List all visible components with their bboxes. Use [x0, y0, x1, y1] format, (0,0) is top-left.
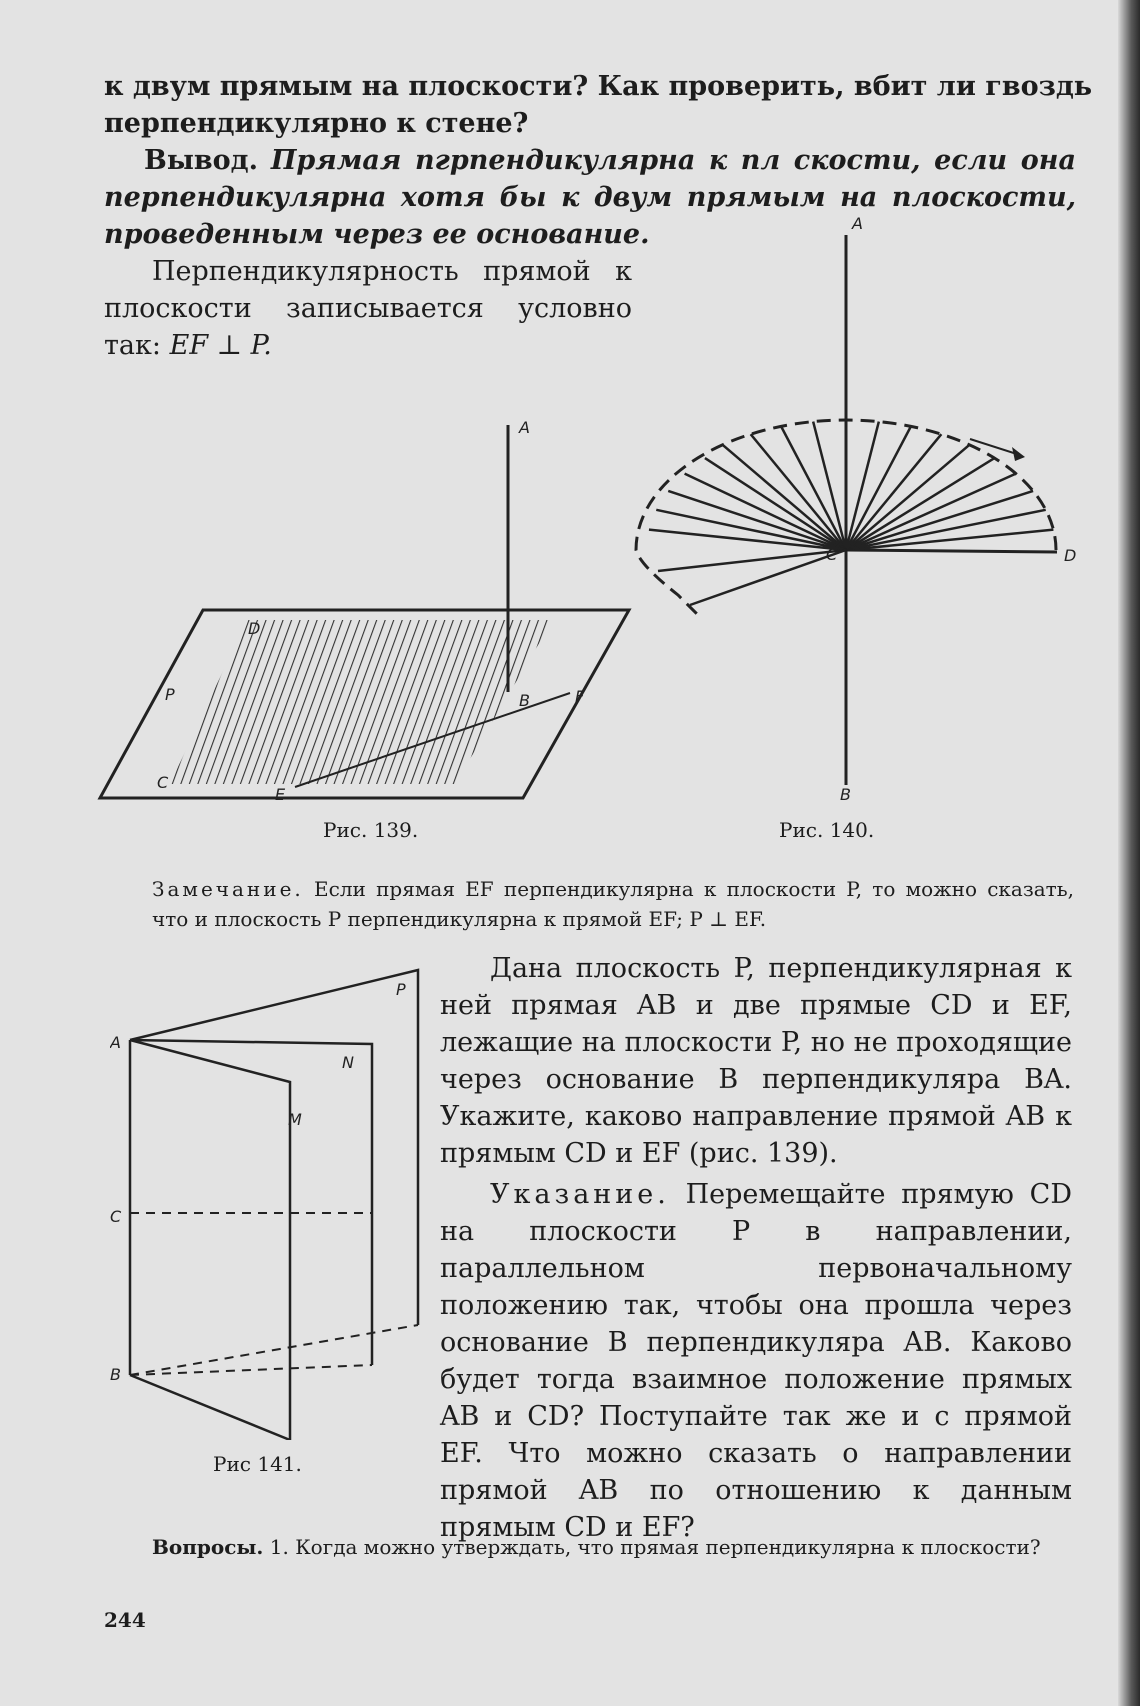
edge-bm: [130, 1375, 290, 1440]
notation-formula: EF ⊥ P.: [169, 330, 272, 361]
edge-bn: [130, 1365, 372, 1375]
label-c: C: [826, 545, 838, 564]
radial-line: [685, 474, 846, 550]
hint-text: Перемещайте прямую CD на плоскости P в направлении, параллельном первоначальному положению так, чтобы она прошла через основание B перпендикуляра AB. Каково будет тогда взаимное положение прямых AB и CD? Поступайте так же и с прямой EF. Что можно сказать о направлении прямой AB по отношению к данным прямым CD и EF?: [440, 1179, 1072, 1543]
radial-line: [723, 445, 846, 550]
plane-p: [130, 970, 418, 1325]
label-a: A: [519, 418, 530, 437]
questions-label: Вопросы.: [152, 1535, 264, 1559]
plane-m: [130, 1040, 290, 1440]
plane-n: [130, 1040, 372, 1365]
label-d: D: [248, 619, 261, 638]
label-a: A: [110, 1033, 121, 1052]
conclusion-label: Вывод.: [144, 145, 259, 176]
label-d: D: [1064, 546, 1077, 565]
label-a: A: [852, 215, 863, 233]
figure-139: [95, 410, 640, 810]
label-b: B: [840, 785, 851, 804]
hint-label: Указание.: [490, 1179, 670, 1210]
label-n: N: [342, 1053, 354, 1072]
radial-line: [846, 510, 1046, 550]
hatched-region: [170, 620, 553, 784]
hint-paragraph: [440, 1176, 1072, 1546]
label-c: C: [157, 773, 169, 792]
task-text: Дана плоскость P, перпендикулярная к ней прямая AB и две прямые CD и EF, лежащие на плоскости P, но не проходящие через основание B перпендикуляра BA. Укажите, каково направление прямой AB к прямым CD и EF (рис. 139).: [440, 953, 1072, 1169]
caption-141: Рис 141.: [213, 1452, 302, 1476]
task-paragraph: [440, 950, 1072, 1172]
notation-paragraph: [104, 253, 632, 364]
intro-text: [104, 68, 1093, 142]
radial-line: [846, 474, 1016, 550]
page-number: 244: [104, 1608, 146, 1632]
remark-text: Если прямая EF перпендикулярна к плоскости P, то можно сказать, что и плоскость P перпендикулярна к прямой EF; P ⊥ EF.: [152, 877, 1074, 931]
notation-text: Перпендикулярность прямой к плоскости записывается условно так:: [104, 256, 632, 361]
arrow-head: [1012, 447, 1025, 461]
figure-141: [110, 960, 430, 1440]
conclusion-text: Прямая пгрпендикулярна к пл скости, если она перпендикулярна хотя бы к двум прямым на плоскости, проведенным через ее основание.: [104, 145, 1076, 250]
intro-line-1: к двум прямым на плоскости? Как проверить, вбит ли гвоздь: [104, 71, 1093, 102]
questions-text: 1. Когда можно утверждать, что прямая перпендикулярна к плоскости?: [269, 1535, 1041, 1559]
label-b: B: [519, 691, 530, 710]
intro-line-2: перпендикулярно к стене?: [104, 108, 529, 139]
book-spine-shadow: [1118, 0, 1140, 1706]
radius-cd: [846, 550, 1057, 552]
radial-line: [846, 445, 969, 550]
radial-lines: [649, 420, 1053, 605]
label-f: F: [575, 687, 585, 706]
remark-label: Замечание.: [152, 877, 304, 901]
questions-paragraph: [104, 1532, 1076, 1562]
figure-140: [630, 215, 1095, 805]
label-b: B: [110, 1365, 121, 1384]
label-p: P: [396, 980, 406, 999]
label-m: M: [288, 1110, 302, 1129]
remark-paragraph: [152, 874, 1074, 934]
caption-139: Рис. 139.: [323, 818, 419, 842]
label-p: P: [165, 685, 175, 704]
caption-140: Рис. 140.: [779, 818, 875, 842]
edge-bp: [130, 1325, 418, 1375]
label-c: C: [110, 1207, 122, 1226]
label-e: E: [275, 785, 286, 804]
